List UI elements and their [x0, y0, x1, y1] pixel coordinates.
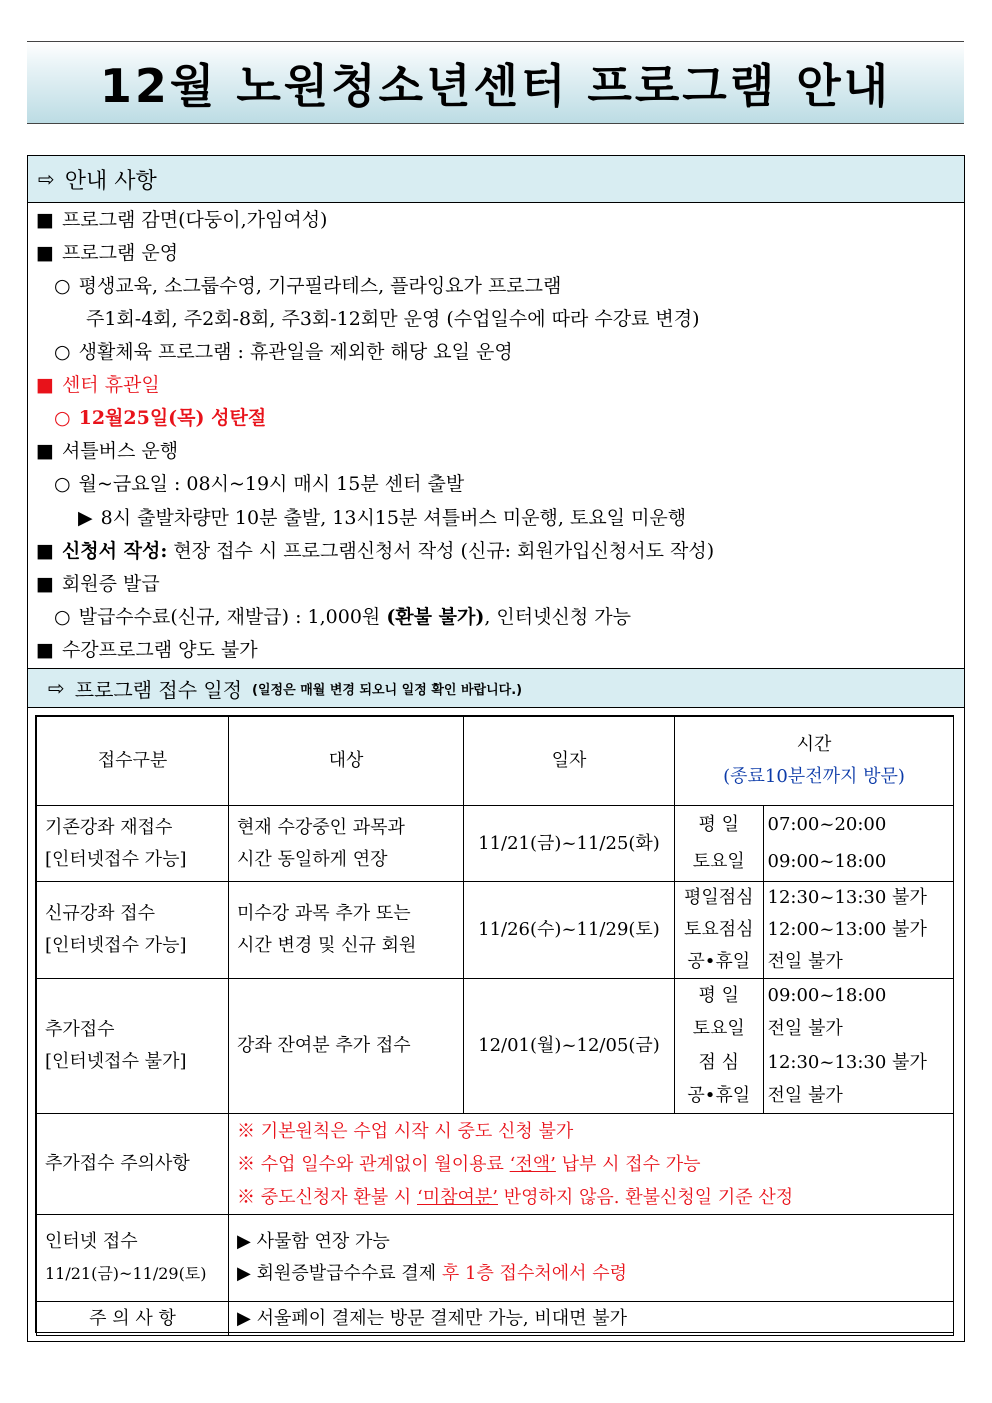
row-category: 신규강좌 접수 [인터넷접수 가능]	[37, 882, 229, 979]
row-category: 기존강좌 재접수 [인터넷접수 가능]	[37, 806, 229, 882]
square-bullet-icon: ■	[36, 209, 54, 231]
row-category: 추가접수 [인터넷접수 불가]	[37, 979, 229, 1114]
header-target: 대상	[229, 717, 464, 806]
row-time: 평일점심 12:30~13:30 불가 토요점심 12:00~13:00 불가 공•휴일 전일 불가	[675, 882, 954, 979]
internet-label: 인터넷 접수 11/21(금)~11/29(토)	[37, 1215, 229, 1302]
notice-line: ■ 셔틀버스 운행	[36, 440, 179, 462]
schedule-table	[35, 715, 954, 1333]
right-arrow-icon: ⇨	[48, 676, 65, 700]
note-row	[37, 1302, 954, 1336]
circle-bullet-icon: ○	[54, 341, 71, 363]
notice-line: ▶ 8시 출발차량만 10분 출발, 13시15분 셔틀버스 미운행, 토요일 미운행	[78, 507, 687, 529]
caution-label: 추가접수 주의사항	[37, 1114, 229, 1215]
page-title: 12월 노원청소년센터 프로그램 안내	[99, 58, 892, 113]
notice-header	[28, 156, 964, 203]
internet-row	[37, 1215, 954, 1302]
note-label: 주 의 사 항	[37, 1302, 229, 1336]
square-bullet-icon: ■	[36, 440, 54, 462]
notice-heading: 안내 사항	[64, 168, 157, 194]
header-date: 일자	[464, 717, 675, 806]
caution-row	[37, 1114, 954, 1215]
square-bullet-icon: ■	[36, 639, 54, 661]
right-arrow-icon: ⇨	[38, 167, 55, 191]
circle-bullet-icon: ○	[54, 407, 71, 429]
notice-line: ■ 프로그램 운영	[36, 242, 179, 264]
schedule-header	[28, 668, 964, 708]
row-time: 평 일 07:00~20:00 토요일 09:00~18:00	[675, 806, 954, 882]
square-bullet-icon: ■	[36, 242, 54, 264]
notice-line: ■ 센터 휴관일	[36, 374, 160, 396]
table-row	[37, 979, 954, 1114]
table-header-row	[37, 717, 954, 806]
notice-line: ■ 프로그램 감면(다둥이,가임여성)	[36, 209, 328, 231]
notice-line: ■ 수강프로그램 양도 불가	[36, 639, 258, 661]
notice-line: ○ 발급수수료(신규, 재발급) : 1,000원 (환불 불가), 인터넷신청 가능	[54, 606, 631, 628]
table-row	[37, 882, 954, 979]
schedule-note: (일정은 매월 변경 되오니 일정 확인 바랍니다.)	[252, 682, 523, 698]
note-text: ▶ 서울페이 결제는 방문 결제만 가능, 비대면 불가	[229, 1302, 954, 1336]
schedule-heading: 프로그램 접수 일정	[74, 677, 243, 702]
square-bullet-icon: ■	[36, 540, 54, 562]
notice-line: ○ 평생교육, 소그룹수영, 기구필라테스, 플라잉요가 프로그램	[54, 275, 562, 297]
row-date: 11/21(금)~11/25(화)	[464, 806, 675, 882]
caution-text: ※ 기본원칙은 수업 시작 시 중도 신청 불가 ※ 수업 일수와 관계없이 월이용료 ‘전액’ 납부 시 접수 가능 ※ 중도신청자 환불 시 ‘미참여분’ 반영하지 않음. 환불신청일 기준 산정	[229, 1114, 954, 1215]
header-category: 접수구분	[37, 717, 229, 806]
circle-bullet-icon: ○	[54, 606, 71, 628]
notice-line: 주1회-4회, 주2회-8회, 주3회-12회만 운영 (수업일수에 따라 수강료 변경)	[86, 308, 700, 330]
notice-line: ■ 신청서 작성: 현장 접수 시 프로그램신청서 작성 (신규: 회원가입신청서도 작성)	[36, 540, 715, 562]
header-time-note: (종료10분전까지 방문)	[723, 766, 905, 787]
row-target: 미수강 과목 추가 또는 시간 변경 및 신규 회원	[229, 882, 464, 979]
notice-line: ○ 월~금요일 : 08시~19시 매시 15분 센터 출발	[54, 473, 465, 495]
notice-line: ○ 12월25일(목) 성탄절	[54, 407, 267, 429]
circle-bullet-icon: ○	[54, 275, 71, 297]
row-target: 현재 수강중인 과목과 시간 동일하게 연장	[229, 806, 464, 882]
internet-text: ▶ 사물함 연장 가능 ▶ 회원증발급수수료 결제 후 1층 접수처에서 수령	[229, 1215, 954, 1302]
row-time: 평 일 09:00~18:00 토요일 전일 불가 점 심 12:30~13:30 불가 공•휴일 전일 불가	[675, 979, 954, 1114]
row-date: 11/26(수)~11/29(토)	[464, 882, 675, 979]
square-bullet-icon: ■	[36, 374, 54, 396]
title-banner	[27, 41, 964, 124]
square-bullet-icon: ■	[36, 573, 54, 595]
row-date: 12/01(월)~12/05(금)	[464, 979, 675, 1114]
notice-line: ○ 생활체육 프로그램 : 휴관일을 제외한 해당 요일 운영	[54, 341, 513, 363]
header-time: 시간 (종료10분전까지 방문)	[675, 717, 954, 806]
row-target: 강좌 잔여분 추가 접수	[229, 979, 464, 1114]
notice-line: ■ 회원증 발급	[36, 573, 160, 595]
table-row	[37, 806, 954, 882]
circle-bullet-icon: ○	[54, 473, 71, 495]
triangle-bullet-icon: ▶	[78, 507, 93, 529]
